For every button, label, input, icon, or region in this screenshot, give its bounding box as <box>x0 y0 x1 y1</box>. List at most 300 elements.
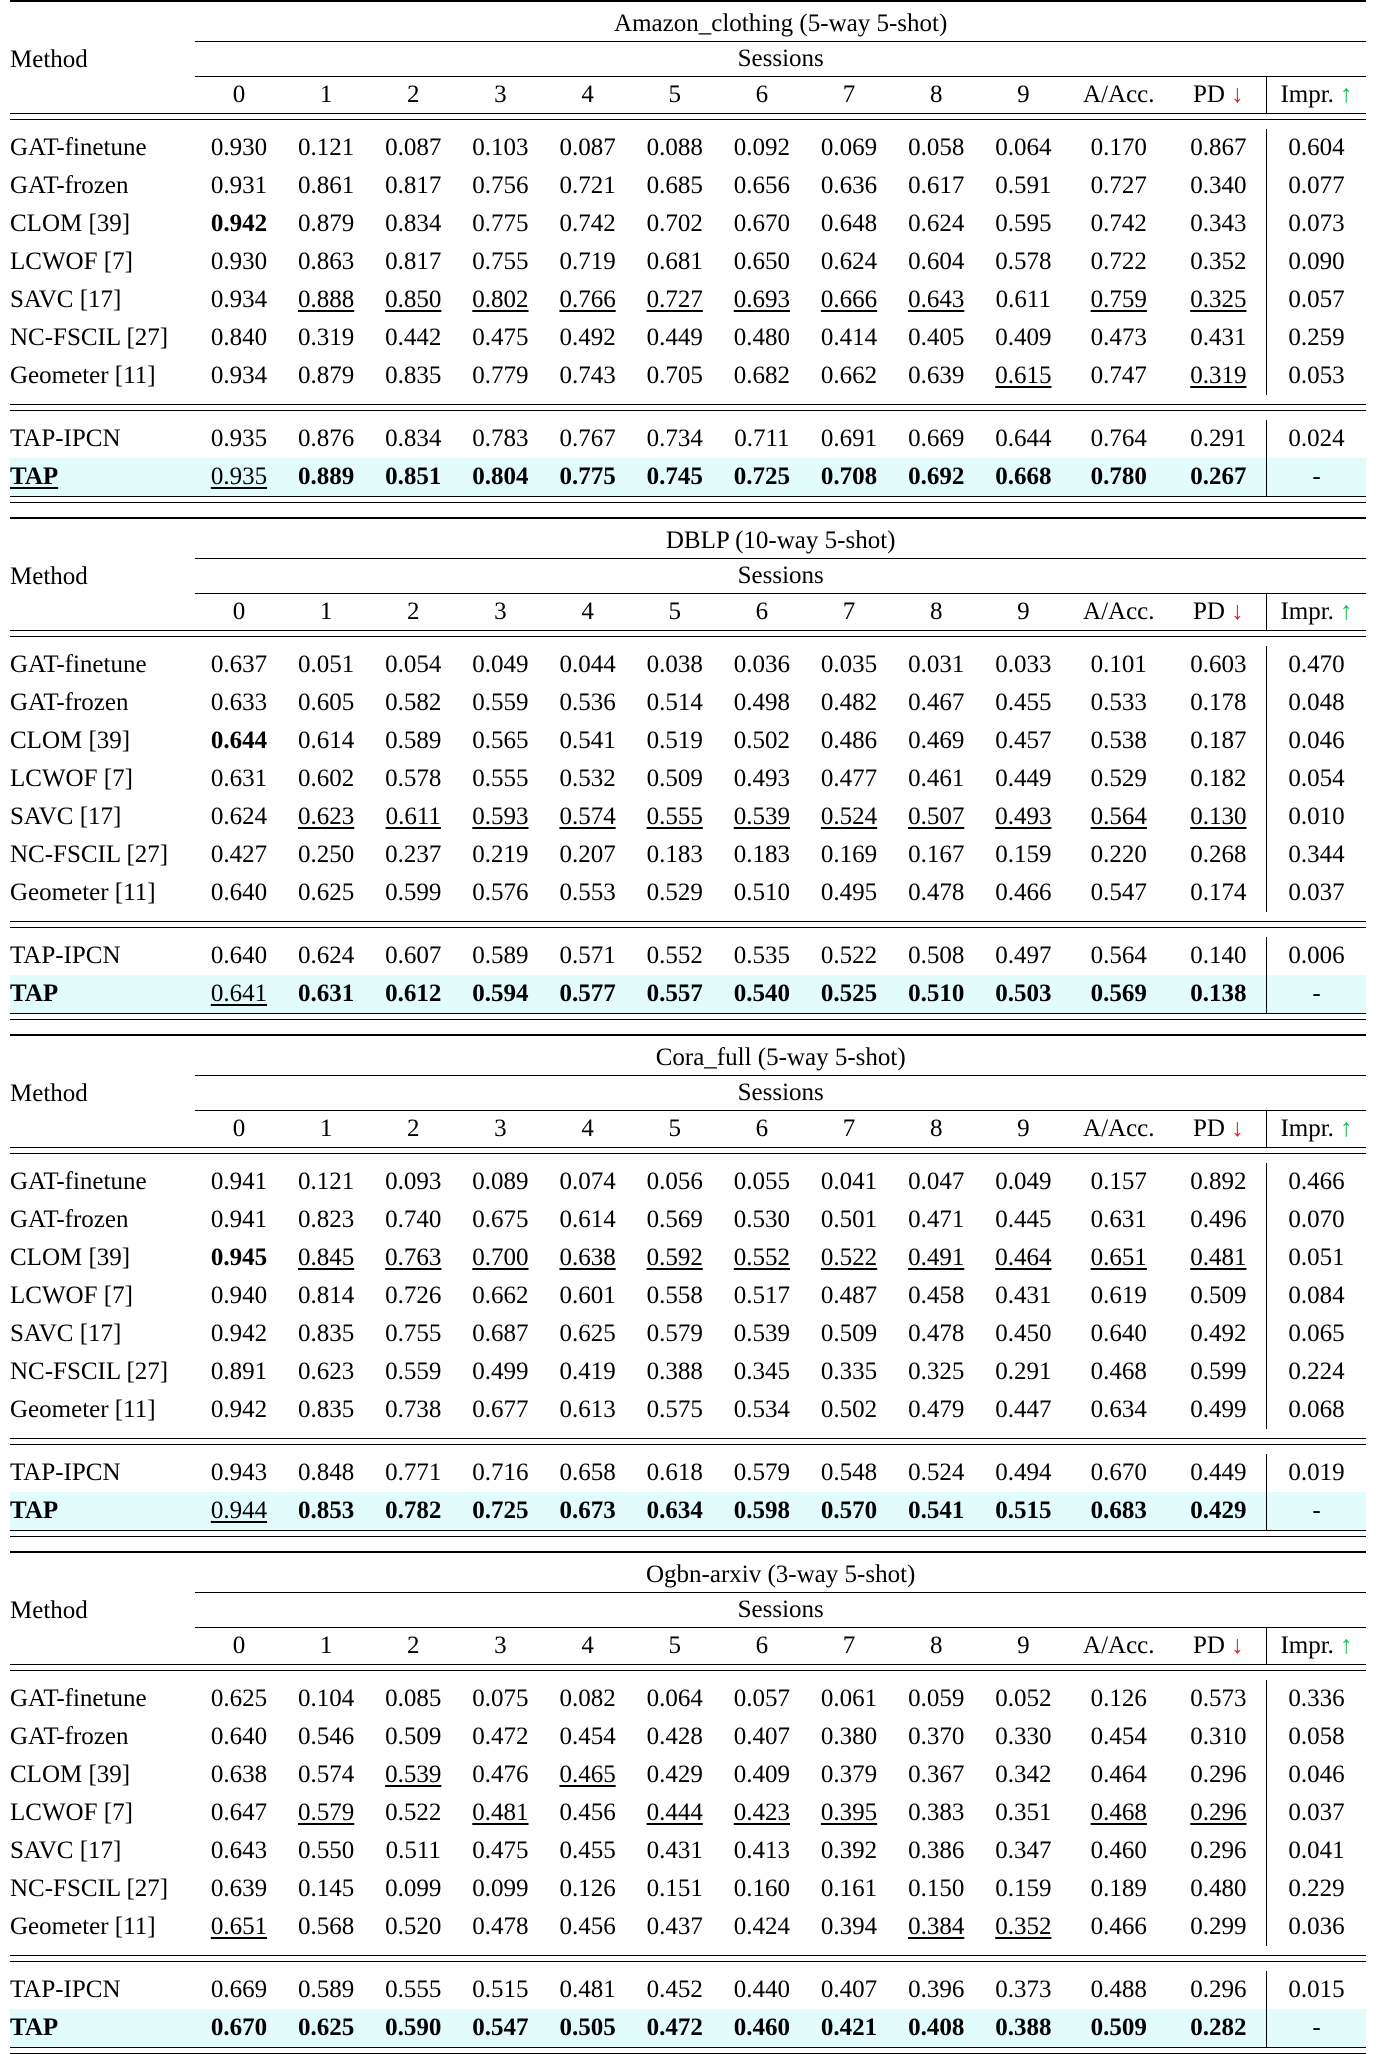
sessions-header: Sessions <box>195 1076 1366 1111</box>
cell-session-3: 0.675 <box>472 1206 529 1233</box>
cell-session-3: 0.103 <box>472 134 529 161</box>
cell-impr: 0.070 <box>1267 1201 1366 1239</box>
cell-session-8: 0.491 <box>908 1244 965 1271</box>
col-header-session-0: 0 <box>232 81 246 108</box>
cell-session-6: 0.409 <box>733 1761 790 1788</box>
cell-session-4: 0.087 <box>559 134 616 161</box>
cell-impr: 0.024 <box>1267 420 1366 458</box>
cell-session-8: 0.624 <box>908 210 965 237</box>
cell-impr: 0.036 <box>1267 1908 1366 1946</box>
cell-session-8: 0.384 <box>908 1913 965 1940</box>
cell-session-1: 0.879 <box>297 362 355 389</box>
col-header-session-5: 5 <box>668 598 681 625</box>
cell-session-4: 0.492 <box>559 324 616 351</box>
cell-session-4: 0.775 <box>544 458 631 497</box>
cell-session-7: 0.648 <box>820 210 878 237</box>
cell-session-2: 0.763 <box>385 1244 442 1271</box>
cell-session-3: 0.475 <box>472 324 529 351</box>
cell-session-4: 0.638 <box>559 1244 616 1271</box>
cell-session-6: 0.480 <box>733 324 790 351</box>
cell-session-5: 0.056 <box>646 1168 703 1195</box>
cell-session-1: 0.848 <box>297 1459 355 1486</box>
cell-session-2: 0.834 <box>385 210 442 237</box>
cell-session-0: 0.641 <box>195 975 282 1014</box>
cell-session-4: 0.456 <box>559 1913 616 1940</box>
table-row <box>10 167 1366 205</box>
cell-aacc: 0.564 <box>1090 942 1147 969</box>
cell-session-3: 0.559 <box>472 689 529 716</box>
cell-session-1: 0.625 <box>297 879 355 906</box>
cell-session-1: 0.104 <box>297 1685 355 1712</box>
cell-session-7: 0.691 <box>820 425 878 452</box>
cell-session-3: 0.547 <box>457 2009 544 2048</box>
cell-session-5: 0.472 <box>631 2009 718 2048</box>
cell-pd: 0.480 <box>1190 1875 1247 1902</box>
cell-session-4: 0.541 <box>559 727 616 754</box>
cell-session-9: 0.493 <box>995 803 1052 830</box>
rule-spacer <box>10 1962 1366 1972</box>
method-name: GAT-frozen <box>10 1206 129 1233</box>
cell-session-5: 0.618 <box>646 1459 703 1486</box>
cell-session-6: 0.502 <box>733 727 790 754</box>
cell-session-6: 0.183 <box>733 841 790 868</box>
sessions-header: Sessions <box>195 1593 1366 1628</box>
cell-session-7: 0.477 <box>820 765 878 792</box>
cell-impr: 0.259 <box>1267 319 1366 357</box>
cell-session-7: 0.407 <box>820 1976 878 2003</box>
col-header-session-5: 5 <box>668 81 681 108</box>
cell-session-7: 0.169 <box>820 841 878 868</box>
cell-session-8: 0.478 <box>908 879 965 906</box>
cell-impr: - <box>1267 458 1366 497</box>
cell-session-4: 0.625 <box>559 1320 616 1347</box>
cell-session-0: 0.840 <box>210 324 268 351</box>
cell-session-0: 0.669 <box>210 1976 268 2003</box>
cell-session-0: 0.944 <box>195 1492 282 1531</box>
cell-session-8: 0.604 <box>908 248 965 275</box>
table-row <box>10 1832 1366 1870</box>
cell-session-2: 0.578 <box>385 765 442 792</box>
col-header-session-9: 9 <box>1017 1115 1030 1142</box>
method-column-header <box>10 7 195 114</box>
cell-aacc: 0.126 <box>1090 1685 1147 1712</box>
cell-session-8: 0.383 <box>908 1799 965 1826</box>
cell-session-3: 0.687 <box>472 1320 529 1347</box>
cell-session-1: 0.863 <box>297 248 355 275</box>
col-header-pd: PD ↓ <box>1193 1115 1244 1142</box>
col-header-session-1: 1 <box>319 1115 333 1142</box>
cell-session-8: 0.386 <box>908 1837 965 1864</box>
results-table-3 <box>10 1551 1366 2054</box>
cell-session-0: 0.640 <box>210 1723 268 1750</box>
results-table-2 <box>10 1034 1366 1537</box>
rule-spacer <box>10 1154 1366 1164</box>
cell-session-1: 0.121 <box>297 1168 355 1195</box>
cell-session-6: 0.535 <box>733 942 790 969</box>
cell-session-9: 0.052 <box>995 1685 1052 1712</box>
sessions-header: Sessions <box>195 42 1366 77</box>
cell-aacc: 0.466 <box>1090 1913 1147 1940</box>
method-header-label: Method <box>10 1080 88 1107</box>
cell-session-3: 0.515 <box>472 1976 529 2003</box>
cell-session-1: 0.614 <box>297 727 355 754</box>
cell-pd: 0.429 <box>1171 1492 1267 1531</box>
col-header-impr: Impr. ↑ <box>1267 1628 1366 1665</box>
cell-session-5: 0.428 <box>646 1723 703 1750</box>
cell-pd: 0.340 <box>1190 172 1247 199</box>
col-header-session-3: 3 <box>494 81 507 108</box>
cell-session-4: 0.074 <box>559 1168 616 1195</box>
table-row <box>10 205 1366 243</box>
cell-session-5: 0.575 <box>646 1396 703 1423</box>
cell-session-3: 0.775 <box>472 210 529 237</box>
cell-impr: - <box>1267 975 1366 1014</box>
cell-session-5: 0.579 <box>646 1320 703 1347</box>
cell-session-9: 0.455 <box>995 689 1052 716</box>
cell-session-3: 0.716 <box>472 1459 529 1486</box>
cell-session-1: 0.319 <box>297 324 355 351</box>
table-row <box>10 1277 1366 1315</box>
cell-session-9: 0.595 <box>995 210 1052 237</box>
cell-session-1: 0.051 <box>297 651 355 678</box>
col-header-session-2: 2 <box>407 81 420 108</box>
cell-aacc: 0.509 <box>1067 2009 1171 2048</box>
cell-aacc: 0.747 <box>1090 362 1147 389</box>
col-header-pd: PD ↓ <box>1193 1632 1244 1659</box>
method-name: SAVC [17] <box>10 286 122 313</box>
cell-pd: 0.182 <box>1190 765 1247 792</box>
cell-session-5: 0.514 <box>646 689 703 716</box>
cell-pd: 0.509 <box>1190 1282 1247 1309</box>
cell-session-7: 0.501 <box>820 1206 878 1233</box>
col-header-session-0: 0 <box>232 1115 246 1142</box>
cell-session-5: 0.088 <box>646 134 703 161</box>
cell-session-5: 0.558 <box>646 1282 703 1309</box>
cell-session-0: 0.670 <box>195 2009 282 2048</box>
table-row <box>10 722 1366 760</box>
cell-session-2: 0.539 <box>385 1761 442 1788</box>
rule-bottom <box>10 2048 1366 2054</box>
cell-session-3: 0.478 <box>472 1913 529 1940</box>
cell-session-3: 0.677 <box>472 1396 529 1423</box>
cell-impr: 0.019 <box>1267 1454 1366 1492</box>
cell-impr: 0.224 <box>1267 1353 1366 1391</box>
cell-session-9: 0.668 <box>980 458 1067 497</box>
dataset-title-row <box>10 7 1366 42</box>
dataset-title-row <box>10 524 1366 559</box>
cell-session-3: 0.499 <box>472 1358 529 1385</box>
section-gap <box>10 1020 1366 1034</box>
cell-session-8: 0.325 <box>908 1358 965 1385</box>
cell-session-2: 0.237 <box>385 841 442 868</box>
method-name: GAT-finetune <box>10 1685 147 1712</box>
method-column-header <box>10 1558 195 1665</box>
method-header-label: Method <box>10 1597 88 1624</box>
cell-session-5: 0.429 <box>646 1761 703 1788</box>
cell-session-5: 0.509 <box>646 765 703 792</box>
col-header-session-7: 7 <box>842 1115 856 1142</box>
cell-session-4: 0.465 <box>559 1761 616 1788</box>
col-header-session-2: 2 <box>407 1115 420 1142</box>
cell-pd: 0.267 <box>1171 458 1267 497</box>
cell-session-7: 0.570 <box>805 1492 892 1531</box>
cell-session-3: 0.662 <box>472 1282 529 1309</box>
col-header-session-1: 1 <box>319 81 333 108</box>
cell-aacc: 0.742 <box>1090 210 1147 237</box>
table-row <box>10 836 1366 874</box>
table-row <box>10 1756 1366 1794</box>
arrow-down-icon: ↓ <box>1231 598 1244 625</box>
cell-aacc: 0.468 <box>1090 1799 1147 1826</box>
table-row <box>10 1239 1366 1277</box>
cell-session-7: 0.161 <box>820 1875 878 1902</box>
cell-session-7: 0.524 <box>820 803 878 830</box>
method-name: GAT-finetune <box>10 651 147 678</box>
cell-pd: 0.603 <box>1190 651 1247 678</box>
cell-session-3: 0.576 <box>472 879 529 906</box>
cell-session-2: 0.099 <box>385 1875 442 1902</box>
cell-aacc: 0.780 <box>1067 458 1171 497</box>
cell-aacc: 0.189 <box>1090 1875 1147 1902</box>
cell-session-0: 0.935 <box>195 458 282 497</box>
cell-aacc: 0.533 <box>1090 689 1147 716</box>
col-header-session-3: 3 <box>494 598 507 625</box>
cell-session-2: 0.555 <box>385 1976 442 2003</box>
cell-aacc: 0.488 <box>1090 1976 1147 2003</box>
cell-session-6: 0.539 <box>733 803 790 830</box>
cell-session-5: 0.557 <box>631 975 718 1014</box>
cell-session-2: 0.590 <box>370 2009 457 2048</box>
cell-session-3: 0.594 <box>457 975 544 1014</box>
cell-session-3: 0.089 <box>472 1168 529 1195</box>
cell-session-4: 0.207 <box>559 841 616 868</box>
cell-pd: 0.291 <box>1190 425 1247 452</box>
rule-spacer <box>10 395 1366 405</box>
cell-session-6: 0.540 <box>718 975 805 1014</box>
cell-session-7: 0.522 <box>820 1244 878 1271</box>
cell-session-8: 0.692 <box>893 458 980 497</box>
col-header-impr: Impr. ↑ <box>1267 77 1366 114</box>
cell-session-7: 0.335 <box>820 1358 878 1385</box>
cell-session-1: 0.876 <box>297 425 355 452</box>
cell-session-8: 0.059 <box>908 1685 965 1712</box>
col-header-session-9: 9 <box>1017 598 1030 625</box>
cell-session-7: 0.495 <box>820 879 878 906</box>
cell-session-0: 0.891 <box>210 1358 268 1385</box>
cell-impr: 0.336 <box>1267 1680 1366 1718</box>
cell-session-9: 0.611 <box>995 286 1051 313</box>
cell-session-6: 0.510 <box>733 879 790 906</box>
cell-session-8: 0.469 <box>908 727 965 754</box>
rule-spacer <box>10 1946 1366 1956</box>
method-header-label: Method <box>10 563 88 590</box>
cell-session-1: 0.579 <box>297 1799 355 1826</box>
cell-session-3: 0.099 <box>472 1875 529 1902</box>
method-name: TAP-IPCN <box>10 942 121 969</box>
cell-session-1: 0.835 <box>297 1396 355 1423</box>
cell-session-4: 0.574 <box>559 803 616 830</box>
cell-session-9: 0.342 <box>995 1761 1052 1788</box>
cell-session-9: 0.615 <box>995 362 1052 389</box>
col-header-aacc: A/Acc. <box>1083 81 1155 108</box>
col-header-session-0: 0 <box>232 598 246 625</box>
col-header-session-4: 4 <box>581 598 594 625</box>
col-header-aacc: A/Acc. <box>1083 1632 1155 1659</box>
cell-session-5: 0.727 <box>646 286 703 313</box>
cell-session-8: 0.458 <box>908 1282 965 1309</box>
cell-session-2: 0.522 <box>385 1799 442 1826</box>
cell-pd: 0.299 <box>1190 1913 1247 1940</box>
arrow-down-icon: ↓ <box>1231 81 1244 108</box>
cell-aacc: 0.468 <box>1090 1358 1147 1385</box>
cell-session-4: 0.743 <box>559 362 616 389</box>
table-row <box>10 1870 1366 1908</box>
cell-session-1: 0.631 <box>283 975 370 1014</box>
cell-session-7: 0.379 <box>820 1761 878 1788</box>
cell-session-6: 0.517 <box>733 1282 790 1309</box>
cell-session-6: 0.423 <box>733 1799 790 1826</box>
cell-session-5: 0.745 <box>631 458 718 497</box>
cell-session-4: 0.536 <box>559 689 616 716</box>
cell-session-6: 0.092 <box>733 134 790 161</box>
cell-pd: 0.319 <box>1190 362 1247 389</box>
dataset-title: DBLP (10-way 5-shot) <box>195 524 1366 559</box>
cell-pd: 0.282 <box>1171 2009 1267 2048</box>
cell-aacc: 0.473 <box>1090 324 1147 351</box>
rule-bottom <box>10 1531 1366 1537</box>
cell-session-4: 0.601 <box>559 1282 616 1309</box>
cell-session-0: 0.942 <box>210 1396 268 1423</box>
cell-session-2: 0.612 <box>370 975 457 1014</box>
col-header-impr: Impr. ↑ <box>1267 1111 1366 1148</box>
cell-session-1: 0.814 <box>297 1282 355 1309</box>
cell-session-7: 0.035 <box>820 651 878 678</box>
cell-session-1: 0.623 <box>297 803 355 830</box>
table-row <box>10 646 1366 684</box>
cell-session-5: 0.183 <box>646 841 703 868</box>
cell-aacc: 0.619 <box>1090 1282 1147 1309</box>
cell-session-9: 0.431 <box>995 1282 1052 1309</box>
cell-session-9: 0.388 <box>980 2009 1067 2048</box>
cell-session-0: 0.934 <box>210 362 268 389</box>
col-header-session-7: 7 <box>842 598 856 625</box>
cell-session-8: 0.167 <box>908 841 965 868</box>
cell-session-3: 0.049 <box>472 651 529 678</box>
arrow-down-icon: ↓ <box>1231 1632 1244 1659</box>
cell-session-7: 0.482 <box>820 689 878 716</box>
cell-session-7: 0.502 <box>820 1396 878 1423</box>
cell-session-3: 0.755 <box>472 248 529 275</box>
cell-session-2: 0.835 <box>385 362 442 389</box>
cell-pd: 0.449 <box>1190 1459 1247 1486</box>
cell-session-5: 0.064 <box>646 1685 703 1712</box>
cell-session-1: 0.605 <box>297 689 355 716</box>
cell-session-2: 0.755 <box>385 1320 442 1347</box>
cell-impr: 0.057 <box>1267 281 1366 319</box>
cell-session-9: 0.049 <box>995 1168 1052 1195</box>
table-row <box>10 1163 1366 1201</box>
cell-session-7: 0.061 <box>820 1685 878 1712</box>
cell-session-5: 0.685 <box>646 172 703 199</box>
cell-aacc: 0.564 <box>1090 803 1147 830</box>
cell-session-3: 0.756 <box>472 172 529 199</box>
cell-pd: 0.867 <box>1190 134 1247 161</box>
table-row <box>10 281 1366 319</box>
rule-spacer <box>10 637 1366 647</box>
cell-session-4: 0.505 <box>544 2009 631 2048</box>
method-name: TAP <box>10 2009 195 2048</box>
col-header-session-4: 4 <box>581 1115 594 1142</box>
cell-impr: 0.053 <box>1267 357 1366 395</box>
table-row <box>10 129 1366 167</box>
cell-session-8: 0.405 <box>908 324 965 351</box>
arrow-up-icon: ↑ <box>1340 1115 1353 1142</box>
column-labels-row <box>10 77 1366 114</box>
cell-pd: 0.296 <box>1190 1799 1247 1826</box>
cell-pd: 0.296 <box>1190 1761 1247 1788</box>
cell-aacc: 0.727 <box>1090 172 1147 199</box>
cell-session-8: 0.367 <box>908 1761 965 1788</box>
cell-session-9: 0.591 <box>995 172 1052 199</box>
cell-session-9: 0.578 <box>995 248 1052 275</box>
cell-session-5: 0.444 <box>646 1799 703 1826</box>
cell-session-9: 0.503 <box>980 975 1067 1014</box>
cell-session-5: 0.634 <box>631 1492 718 1531</box>
cell-aacc: 0.529 <box>1090 765 1147 792</box>
method-name: GAT-frozen <box>10 172 129 199</box>
cell-session-5: 0.592 <box>646 1244 703 1271</box>
cell-session-0: 0.639 <box>210 1875 268 1902</box>
method-header-label: Method <box>10 46 88 73</box>
cell-session-1: 0.121 <box>297 134 355 161</box>
cell-aacc: 0.157 <box>1090 1168 1147 1195</box>
cell-session-3: 0.802 <box>472 286 529 313</box>
rule-bottom <box>10 497 1366 503</box>
cell-session-0: 0.644 <box>210 727 268 754</box>
cell-session-3: 0.472 <box>472 1723 529 1750</box>
cell-pd: 0.431 <box>1190 324 1247 351</box>
cell-session-6: 0.579 <box>733 1459 790 1486</box>
cell-impr: 0.041 <box>1267 1832 1366 1870</box>
col-header-session-1: 1 <box>319 1632 333 1659</box>
cell-session-8: 0.617 <box>908 172 965 199</box>
column-labels-row <box>10 1111 1366 1148</box>
col-header-session-6: 6 <box>755 81 769 108</box>
cell-impr: 0.604 <box>1267 129 1366 167</box>
table-row <box>10 458 1366 497</box>
cell-impr: - <box>1267 2009 1366 2048</box>
cell-session-3: 0.725 <box>457 1492 544 1531</box>
cell-session-8: 0.524 <box>908 1459 965 1486</box>
cell-session-0: 0.624 <box>210 803 268 830</box>
cell-session-4: 0.082 <box>559 1685 616 1712</box>
table-row <box>10 357 1366 395</box>
cell-session-0: 0.935 <box>210 425 268 452</box>
cell-session-2: 0.559 <box>385 1358 442 1385</box>
col-header-session-0: 0 <box>232 1632 246 1659</box>
cell-impr: 0.068 <box>1267 1391 1366 1429</box>
table-row <box>10 1718 1366 1756</box>
cell-session-0: 0.631 <box>210 765 268 792</box>
cell-session-4: 0.613 <box>559 1396 616 1423</box>
cell-session-9: 0.064 <box>995 134 1052 161</box>
table-row <box>10 1680 1366 1718</box>
cell-session-1: 0.879 <box>297 210 355 237</box>
cell-aacc: 0.764 <box>1090 425 1147 452</box>
method-name: CLOM [39] <box>10 727 131 754</box>
cell-session-9: 0.515 <box>980 1492 1067 1531</box>
col-header-session-6: 6 <box>755 598 769 625</box>
